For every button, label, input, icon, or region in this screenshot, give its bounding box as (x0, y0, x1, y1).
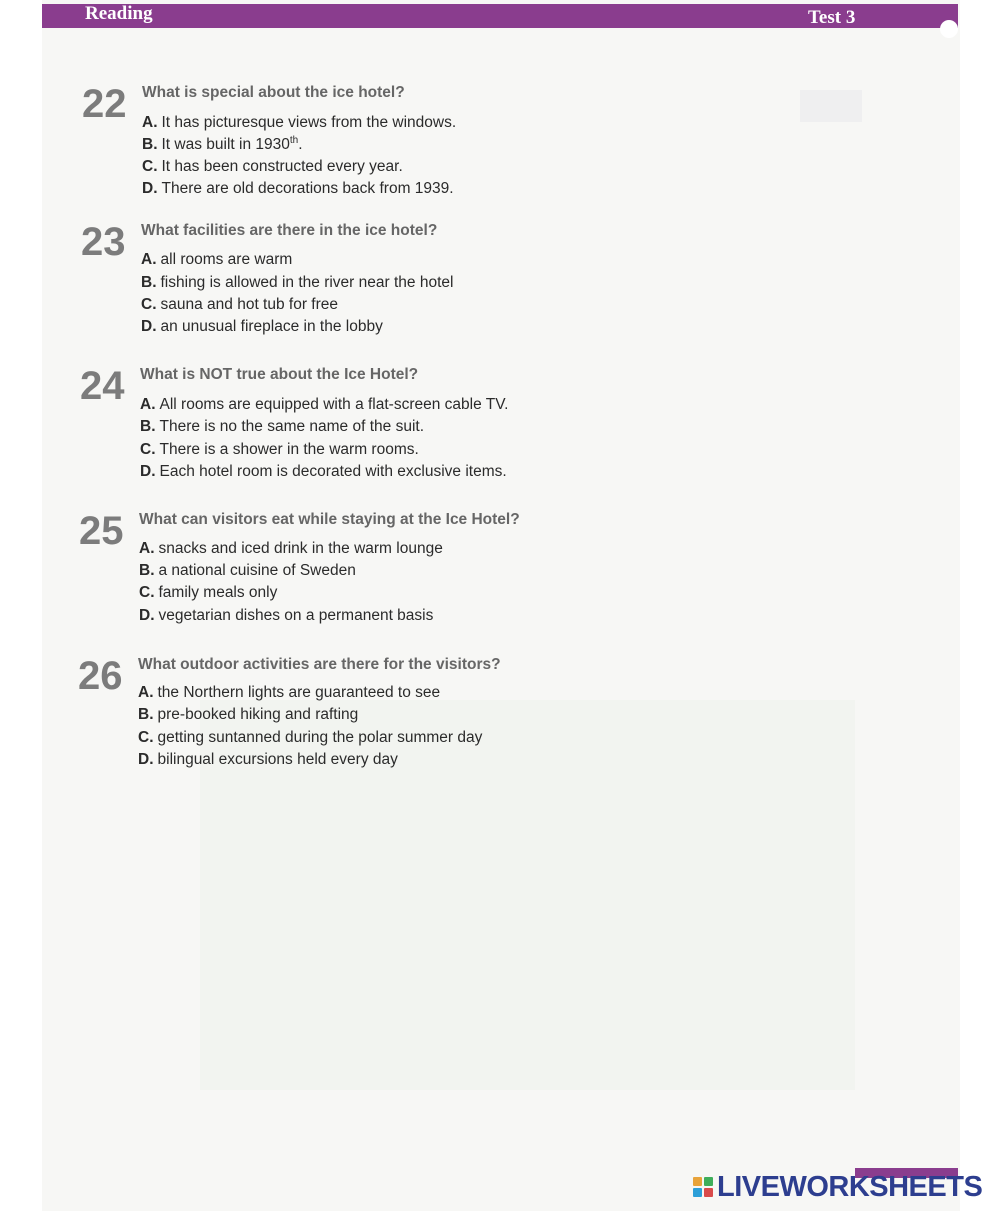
option-c[interactable]: C. sauna and hot tub for free (141, 296, 339, 313)
question-stem: What can visitors eat while staying at the Ice Hotel? (139, 511, 520, 528)
option-b[interactable]: B. pre-booked hiking and rafting (138, 706, 359, 723)
option-c[interactable]: C. getting suntanned during the polar summer day (138, 729, 483, 746)
question-stem: What is NOT true about the Ice Hotel? (140, 366, 419, 383)
option-a[interactable]: A. all rooms are warm (141, 251, 293, 268)
option-d[interactable]: D. bilingual excursions held every day (138, 751, 398, 768)
option-c[interactable]: C. There is a shower in the warm rooms. (140, 441, 419, 458)
option-c[interactable]: C. It has been constructed every year. (142, 158, 403, 175)
option-a[interactable]: A. the Northern lights are guaranteed to see (138, 684, 441, 701)
option-d[interactable]: D. Each hotel room is decorated with exclusive items. (140, 463, 507, 480)
option-b[interactable]: B. fishing is allowed in the river near the hotel (141, 274, 454, 291)
question-stem: What facilities are there in the ice hotel? (141, 222, 438, 239)
question-number: 24 (80, 364, 125, 408)
liveworksheets-logo[interactable] (693, 1172, 982, 1202)
option-c[interactable]: C. family meals only (139, 584, 278, 601)
option-d[interactable]: D. There are old decorations back from 1939. (142, 180, 454, 197)
logo-text: LIVEWORKSHEETS (717, 1170, 983, 1203)
logo-grid-icon (693, 1177, 713, 1197)
question-number: 22 (82, 82, 127, 126)
option-d[interactable]: D. vegetarian dishes on a permanent basis (139, 607, 434, 624)
question-stem: What outdoor activities are there for the visitors? (138, 656, 501, 673)
option-b[interactable]: B. a national cuisine of Sweden (139, 562, 356, 579)
option-d[interactable]: D. an unusual fireplace in the lobby (141, 318, 383, 335)
question-number: 23 (81, 220, 126, 264)
option-a[interactable]: A. All rooms are equipped with a flat-screen cable TV. (140, 396, 509, 413)
option-a[interactable]: A. snacks and iced drink in the warm lounge (139, 540, 443, 557)
question-number: 25 (79, 509, 124, 553)
option-b[interactable]: B. It was built in 1930th. (142, 135, 303, 154)
option-b[interactable]: B. There is no the same name of the suit. (140, 418, 424, 435)
section-title: Reading (85, 3, 153, 24)
question-stem: What is special about the ice hotel? (142, 84, 405, 101)
page-header-bar (42, 4, 958, 28)
option-a[interactable]: A. It has picturesque views from the windows. (142, 114, 457, 131)
question-number: 26 (78, 654, 123, 698)
test-label: Test 3 (808, 7, 856, 28)
